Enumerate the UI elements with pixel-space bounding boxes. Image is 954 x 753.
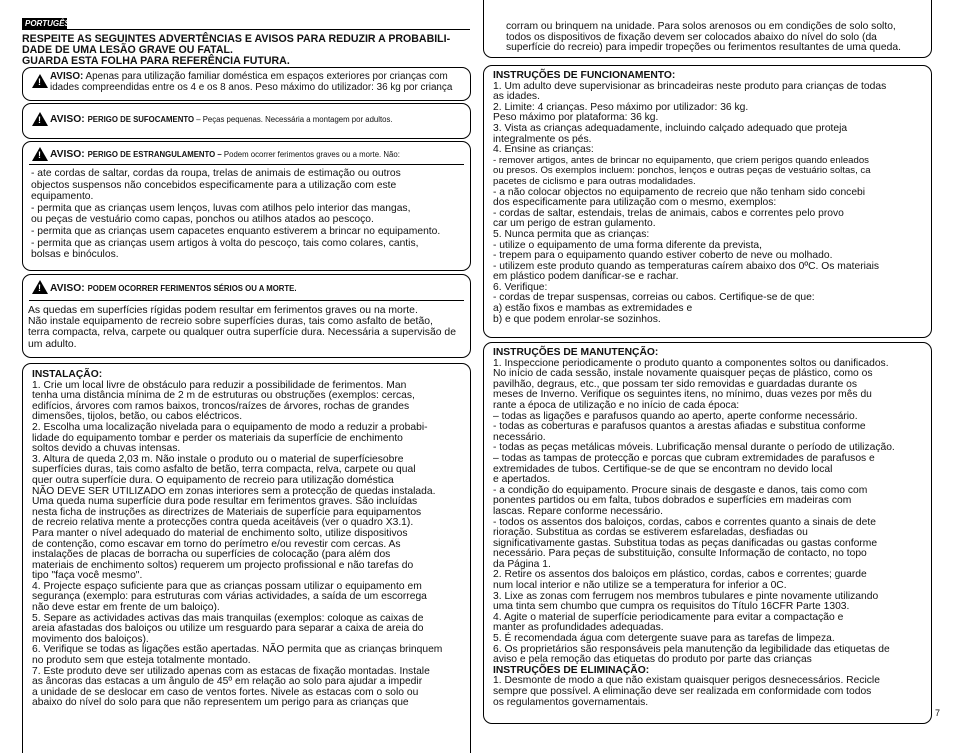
warning-text: Podem ocorrer ferimentos graves ou a morte. Não:: [221, 150, 400, 159]
installation-line: de contenção, como escavar em torno do perímetro e/ou revestir com cercas. As: [32, 538, 401, 550]
list-item: equipamento.: [31, 191, 94, 203]
warning-text: – Peças pequenas. Necessária a montagem por adultos.: [194, 115, 393, 124]
operation-content: [493, 71, 886, 325]
installation-line: instalações de placas de borracha ou superfícies de colocação (para além dos: [32, 549, 391, 561]
operation-line: - remover artigos, antes de brincar no equipamento, que criem perigos quando enleados: [493, 154, 869, 166]
disposal-line: os regulamentos governamentais.: [493, 696, 649, 708]
section-title: INSTRUÇÕES DE ELIMINAÇÃO:: [493, 664, 650, 676]
maintenance-box: [483, 342, 932, 724]
installation-line: as âncoras das estacas a um ângulo de 45º em relação ao solo para ajudar a impedir: [32, 676, 423, 688]
maintenance-line: ponentes partidos ou em falta, tubos dobrados e superfícies em madeiras com: [493, 495, 852, 507]
maintenance-content: [493, 348, 895, 708]
operation-line: - utilize o equipamento de uma forma diferente da prevista,: [493, 239, 763, 251]
warning-divider: [29, 300, 464, 301]
header-line: RESPEITE AS SEGUINTES ADVERTÊNCIAS E AVISOS PARA REDUZIR A PROBABILI-: [22, 33, 451, 45]
warning-heading: PERIGO DE SUFOCAMENTO: [87, 115, 195, 124]
warning-label: AVISO:: [50, 71, 84, 82]
warning-box-falls: [22, 274, 471, 358]
paragraph-line: um adulto.: [28, 338, 77, 350]
installation-line: superfícies duras, tais como asfalto de betão, terra compacta, relva, carpete ou qual: [32, 464, 416, 476]
safety-header: [22, 34, 472, 66]
installation-line: todos os dispositivos de fixação devem ser colocados abaixo do nível do solo (da: [506, 31, 877, 43]
maintenance-line: necessário.: [493, 431, 546, 443]
installation-line: NÃO DEVE SER UTILIZADO em zonas interiores sem a protecção de quedas instalada.: [32, 485, 436, 497]
installation-line: lidade do equipamento tombar e perder os materiais da superfície de enchimento: [32, 432, 403, 444]
maintenance-line: rante a época de utilização e no início de cada época:: [493, 399, 740, 411]
maintenance-line: e apertados.: [493, 474, 551, 486]
maintenance-line: 5. É recomendada água com detergente suave para as tarefas de limpeza.: [493, 633, 835, 645]
installation-line: areia afastadas dos baloiços ou utilize um resguardo para separar a caixa de areia do: [32, 623, 424, 635]
warning-label: AVISO:: [50, 149, 85, 160]
operation-line: - cordas de saltar, estendais, trelas de animais, cabos e correntes pelo provo: [493, 207, 844, 219]
installation-line: a unidade de se deslocar em caso de ventos fortes. Nivele as estacas com o solo ou: [32, 686, 419, 698]
list-item: objectos suspensos não concebidos especificamente para a utilização com este: [31, 179, 397, 191]
operation-line: as idades.: [493, 91, 540, 103]
maintenance-line: lascas. Repare conforme necessário.: [493, 505, 663, 517]
warning-box-strangulation: [22, 141, 471, 271]
maintenance-line: 1. Inspeccione periodicamente o produto quanto a componentes soltos ou danificados.: [493, 357, 889, 369]
maintenance-line: manter as profundidades adequadas.: [493, 622, 664, 634]
page-number: 7: [934, 708, 940, 718]
installation-line: movimento dos baloiços).: [32, 633, 149, 645]
section-title: INSTRUÇÕES DE FUNCIONAMENTO:: [493, 70, 676, 81]
installation-line: 7. Este produto deve ser utilizado apenas com as estacas de fixação montadas. Instale: [32, 665, 430, 677]
maintenance-line: significativamente gastas. Substitua todas as peças danificadas ou gastas conforme: [493, 537, 878, 549]
header-rule: [67, 29, 470, 30]
installation-line: 3. Altura de queda 2,03 m. Não instale o produto ou o material de superfíciesobre: [32, 453, 404, 465]
maintenance-line: da Página 1.: [493, 558, 551, 570]
warning-triangle-icon: [32, 147, 48, 161]
list-item: ou peças de vestuário como capas, ponchos ou atilhos atados ao pescoço.: [31, 214, 374, 226]
maintenance-line: necessário. Para peças de substituição, consulte Informação de contacto, no topo: [493, 548, 867, 560]
operation-line: em plástico podem danificar-se e rachar.: [493, 271, 679, 283]
installation-line: de recreio relativa mente a protecções contra queda aceitáveis (ver o quadro X3.1).: [32, 517, 414, 529]
installation-box: [22, 363, 471, 753]
maintenance-line: - todas as peças metálicas móveis. Lubrificação mensal durante o período de utilização.: [493, 442, 895, 454]
installation-line: 4. Projecte espaço suficiente para que as crianças possam utilizar o equipamento em: [32, 580, 422, 592]
falls-text: [28, 305, 456, 350]
paragraph-line: Não instale equipamento de recreio sobre superfícies duras, tais como asfalto de betão,: [28, 316, 433, 328]
warning-triangle-icon: [32, 280, 48, 294]
maintenance-line: uma tinta sem chumbo que cumpra os requisitos do Título 16CFR Parte 1303.: [493, 601, 850, 613]
list-item: bolsas e binóculos.: [31, 249, 119, 261]
installation-line: segurança (exemplo: para estruturas com várias actividades, a saída de um escorrega: [32, 591, 427, 603]
operation-line: Peso máximo por plataforma: 36 kg.: [493, 112, 659, 124]
installation-line: quer outra superfície dura. O equipamento de recreio para utilização doméstica: [32, 474, 394, 486]
maintenance-line: - todas as coberturas e parafusos quantos a arestas afiadas e substitua conforme: [493, 421, 866, 433]
installation-line: Uma queda numa superfície dura pode resultar em ferimentos graves. São incluídas: [32, 496, 418, 508]
installation-line: Para manter o nível adequado do material de enchimento solto, utilize dispositivos: [32, 527, 408, 539]
header-line: GUARDA ESTA FOLHA PARA REFERÊNCIA FUTURA.: [22, 54, 290, 67]
maintenance-line: extremidades de tubos. Certifique-se de que se encontram no devido local: [493, 463, 833, 475]
installation-continuation-box: [483, 0, 932, 58]
operation-line: b) e que podem enrolar-se sozinhos.: [493, 313, 661, 325]
operation-line: dos especificamente para utilização com o mesmo, exemplos:: [493, 197, 777, 209]
maintenance-line: meses de Inverno. Verifique os seguintes itens, no mínimo, duas vezes por mês du: [493, 389, 872, 401]
operation-line: - a não colocar objectos no equipamento de recreio que não tenham sido concebi: [493, 186, 866, 198]
installation-line: materiais de enchimento soltos) requerem um projecto profissional e não tarefas do: [32, 559, 414, 571]
maintenance-line: pavilhão, degraus, etc., que possam ter sido removidas e guardadas durante os: [493, 378, 858, 390]
installation-line: edifícios, árvores com ramos baixos, troncos/raízes de árvores, rochas de grandes: [32, 400, 410, 412]
installation-content: [32, 370, 442, 709]
operation-line: 2. Limite: 4 crianças. Peso máximo por utilizador: 36 kg.: [493, 101, 749, 113]
maintenance-line: – todas as tampas de protecção e porcas que cubram extremidades de parafusos e: [493, 452, 875, 464]
maintenance-line: 2. Retire os assentos dos baloiços em plástico, cordas, cabos e correntes; guarde: [493, 569, 867, 581]
operation-line: integralmente os pés.: [493, 133, 592, 145]
installation-line: tipo "faça você mesmo".: [32, 570, 143, 582]
header-line: DADE DE UMA LESÃO GRAVE OU FATAL.: [22, 43, 233, 56]
warning-label: AVISO:: [50, 283, 85, 294]
installation-line: corram ou brinquem na unidade. Para solos arenosos ou em condições de solo solto,: [506, 21, 896, 32]
maintenance-line: num local interior e não utilize se a temperatura for inferior a 0C.: [493, 580, 787, 592]
installation-line: soltos devido a chuvas intensas.: [32, 443, 181, 455]
maintenance-line: - a condição do equipamento. Procure sinais de desgaste e danos, tais como com: [493, 484, 868, 496]
installation-line: superfície do recreio) para impedir tropeções ou ferimentos resultantes de uma queda.: [506, 42, 901, 54]
section-title: INSTRUÇÕES DE MANUTENÇÃO:: [493, 347, 659, 358]
maintenance-line: – todas as ligações e parafusos quando ao aperto, aperte conforme necessário.: [493, 410, 858, 422]
operation-box: [483, 65, 932, 338]
list-item: - ate cordas de saltar, cordas da roupa, trelas de animais de estimação ou outros: [31, 168, 401, 179]
operation-line: car um perigo de estran gulamento.: [493, 218, 656, 230]
installation-line: 5. Separe as actividades activas das mais tranquilas (exemplos: coloque as caixas de: [32, 612, 424, 624]
warning-divider: [29, 164, 464, 165]
warning-text: idades compreendidas entre os 4 e os 8 anos. Peso máximo do utilizador: 36 kg por criança: [50, 82, 453, 93]
warning-box-choking: [22, 103, 471, 139]
installation-line: 6. Verifique se todas as ligações estão apertadas. NÃO permita que as crianças brinquem: [32, 644, 443, 656]
warning-text: Apenas para utilização familiar doméstica em espaços exteriores por crianças com: [85, 71, 448, 82]
installation-line: 1. Crie um local livre de obstáculo para reduzir a possibilidade de ferimentos. Man: [32, 379, 407, 391]
maintenance-line: 4. Agite o material de superfície periodicamente para evitar a compactação e: [493, 611, 844, 623]
operation-line: - cordas de trepar suspensas, correias ou cabos. Certifique-se de que:: [493, 292, 815, 304]
language-tag: PORTUGÊS: [22, 18, 67, 30]
operation-line: pacetes de ciclismo e para outras modalidades.: [493, 175, 696, 187]
operation-line: - utilizem este produto quando as temperaturas caírem abaixo dos 0ºC. Os materiais: [493, 260, 880, 272]
disposal-line: 1. Desmonte de modo a que não existam quaisquer perigos desnecessários. Recicle: [493, 675, 880, 687]
installation-line: 2. Escolha uma localização nivelada para o equipamento de modo a reduzir a probabi-: [32, 421, 428, 433]
installation-line: tenha uma distância mínima de 2 m de estruturas ou obstruções (exemplos: cercas,: [32, 390, 415, 402]
maintenance-line: 6. Os proprietários são responsáveis pela manutenção da legibilidade das etiquetas de: [493, 643, 890, 655]
list-item: - permita que as crianças usem lenços, luvas com atilhos pelo interior das mangas,: [31, 202, 411, 214]
warning-box-age: [22, 67, 471, 101]
maintenance-line: aviso e pela remoção das etiquetas do produto por parte das crianças: [493, 654, 812, 666]
operation-line: - trepem para o equipamento quando estiver coberto de neve ou molhado.: [493, 250, 833, 262]
installation-line: nesta ficha de instruções as directrizes de Materiais de superfície para equipamentos: [32, 506, 422, 518]
operation-line: 6. Verifique:: [493, 281, 548, 293]
operation-line: a) estão fixos e mambas as extremidades e: [493, 303, 693, 315]
section-title: INSTALAÇÃO:: [32, 369, 103, 380]
disposal-line: sempre que possível. A eliminação deve ser realizada em conformidade com todos: [493, 686, 872, 697]
warning-label: AVISO:: [50, 114, 85, 125]
maintenance-line: - todos os assentos dos baloiços, cordas, cabos e correntes quanto a sinais de dete: [493, 516, 876, 528]
installation-line: no produto sem que esteja totalmente montado.: [32, 655, 251, 667]
operation-line: 4. Ensine as crianças:: [493, 144, 594, 156]
maintenance-line: 3. Lixe as zonas com ferrugem nos membros tubulares e pinte novamente utilizando: [493, 590, 879, 602]
maintenance-line: rioração. Substitua as cordas se estiverem esfareladas, desfiadas ou: [493, 527, 808, 539]
installation-line: dimensões, tijolos, betão, ou cabos eléctricos.: [32, 411, 243, 423]
operation-line: 3. Vista as crianças adequadamente, incluindo calçado adequado que proteja: [493, 122, 848, 134]
operation-line: 5. Nunca permita que as crianças:: [493, 228, 650, 240]
operation-line: ou presos. Os exemplos incluem: ponchos, lenços e outras peças de vestuário soltas, ca: [493, 165, 871, 177]
list-item: - permita que as crianças usem artigos à volta do pescoço, tais como colares, cantis,: [31, 237, 419, 249]
maintenance-line: No início de cada sessão, instale novamente quaisquer peças de plástico, como os: [493, 368, 873, 380]
list-item: - permita que as crianças usem capacetes enquanto estiverem a brincar no equipamento.: [31, 225, 441, 237]
warning-heading: PERIGO DE ESTRANGULAMENTO –: [87, 150, 222, 159]
paragraph-line: As quedas em superfícies rígidas podem resultar em ferimentos graves ou na morte.: [28, 305, 418, 316]
paragraph-line: terra compacta, relva, carpete ou qualquer outra superfície dura. Necessária a supervisão de: [28, 327, 456, 339]
warning-heading: PODEM OCORRER FERIMENTOS SÉRIOS OU A MORTE.: [87, 284, 297, 293]
warning-triangle-icon: [32, 112, 48, 126]
warning-triangle-icon: [32, 74, 48, 88]
installation-line: não deve estar em frente de um baloiço).: [32, 602, 220, 614]
installation-line: abaixo do nível do solo para que não representem um perigo para as crianças que: [32, 697, 409, 709]
operation-line: 1. Um adulto deve supervisionar as brincadeiras neste produto para crianças de todas: [493, 80, 887, 92]
strangulation-list: [31, 168, 440, 261]
